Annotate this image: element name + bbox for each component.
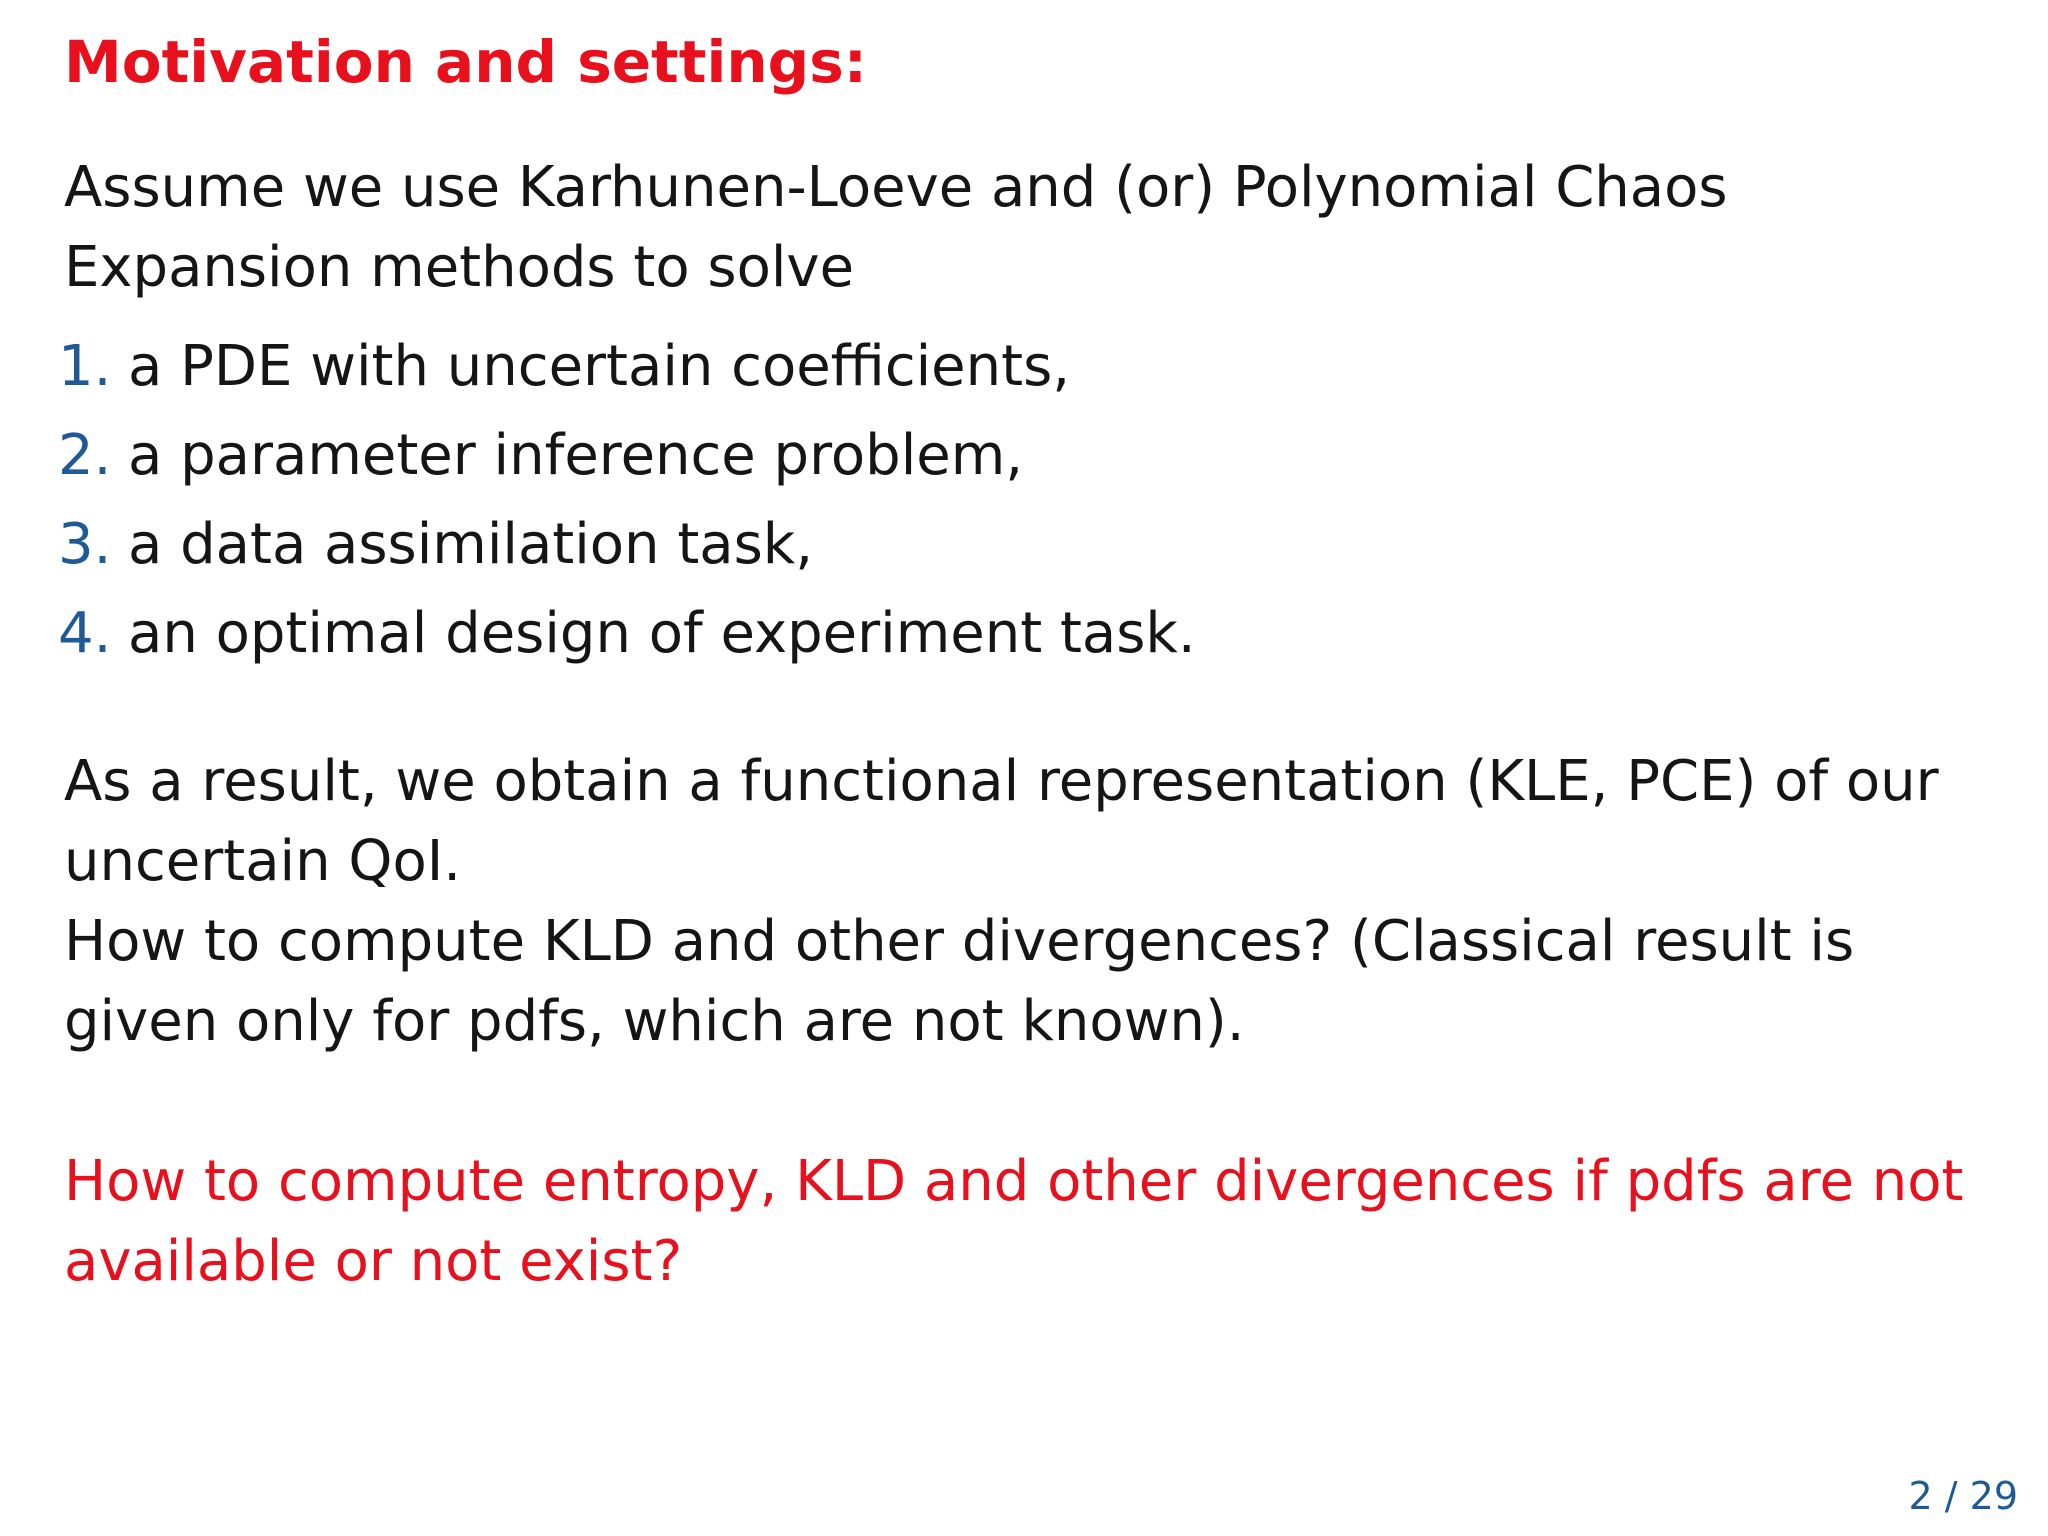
task-list-item [58, 500, 1196, 589]
list-number: 4. [58, 601, 112, 666]
highlight-question: How to compute entropy, KLD and other divergences if pdfs are not available or not exist? [64, 1149, 1964, 1294]
slide-title: Motivation and settings: [64, 28, 867, 96]
page-number: 2 / 29 [1908, 1474, 2018, 1518]
task-list-item [58, 411, 1196, 500]
list-item-text: a data assimilation task, [128, 512, 814, 577]
list-number: 1. [58, 334, 112, 399]
list-number: 3. [58, 512, 112, 577]
list-item-text: an optimal design of experiment task. [128, 601, 1196, 666]
list-item-text: a PDE with uncertain coefficients, [128, 334, 1071, 399]
result-paragraph: As a result, we obtain a functional representation (KLE, PCE) of our uncertain QoI. [64, 749, 1939, 894]
task-list [58, 322, 1196, 678]
list-number: 2. [58, 423, 112, 488]
list-item-text: a parameter inference problem, [128, 423, 1024, 488]
task-list-item [58, 322, 1196, 411]
task-list-item [58, 589, 1196, 678]
question-paragraph: How to compute KLD and other divergences? (Classical result is given only for pdfs, which are not known). [64, 909, 1855, 1054]
intro-paragraph: Assume we use Karhunen-Loeve and (or) Polynomial Chaos Expansion methods to solve [64, 155, 1728, 300]
